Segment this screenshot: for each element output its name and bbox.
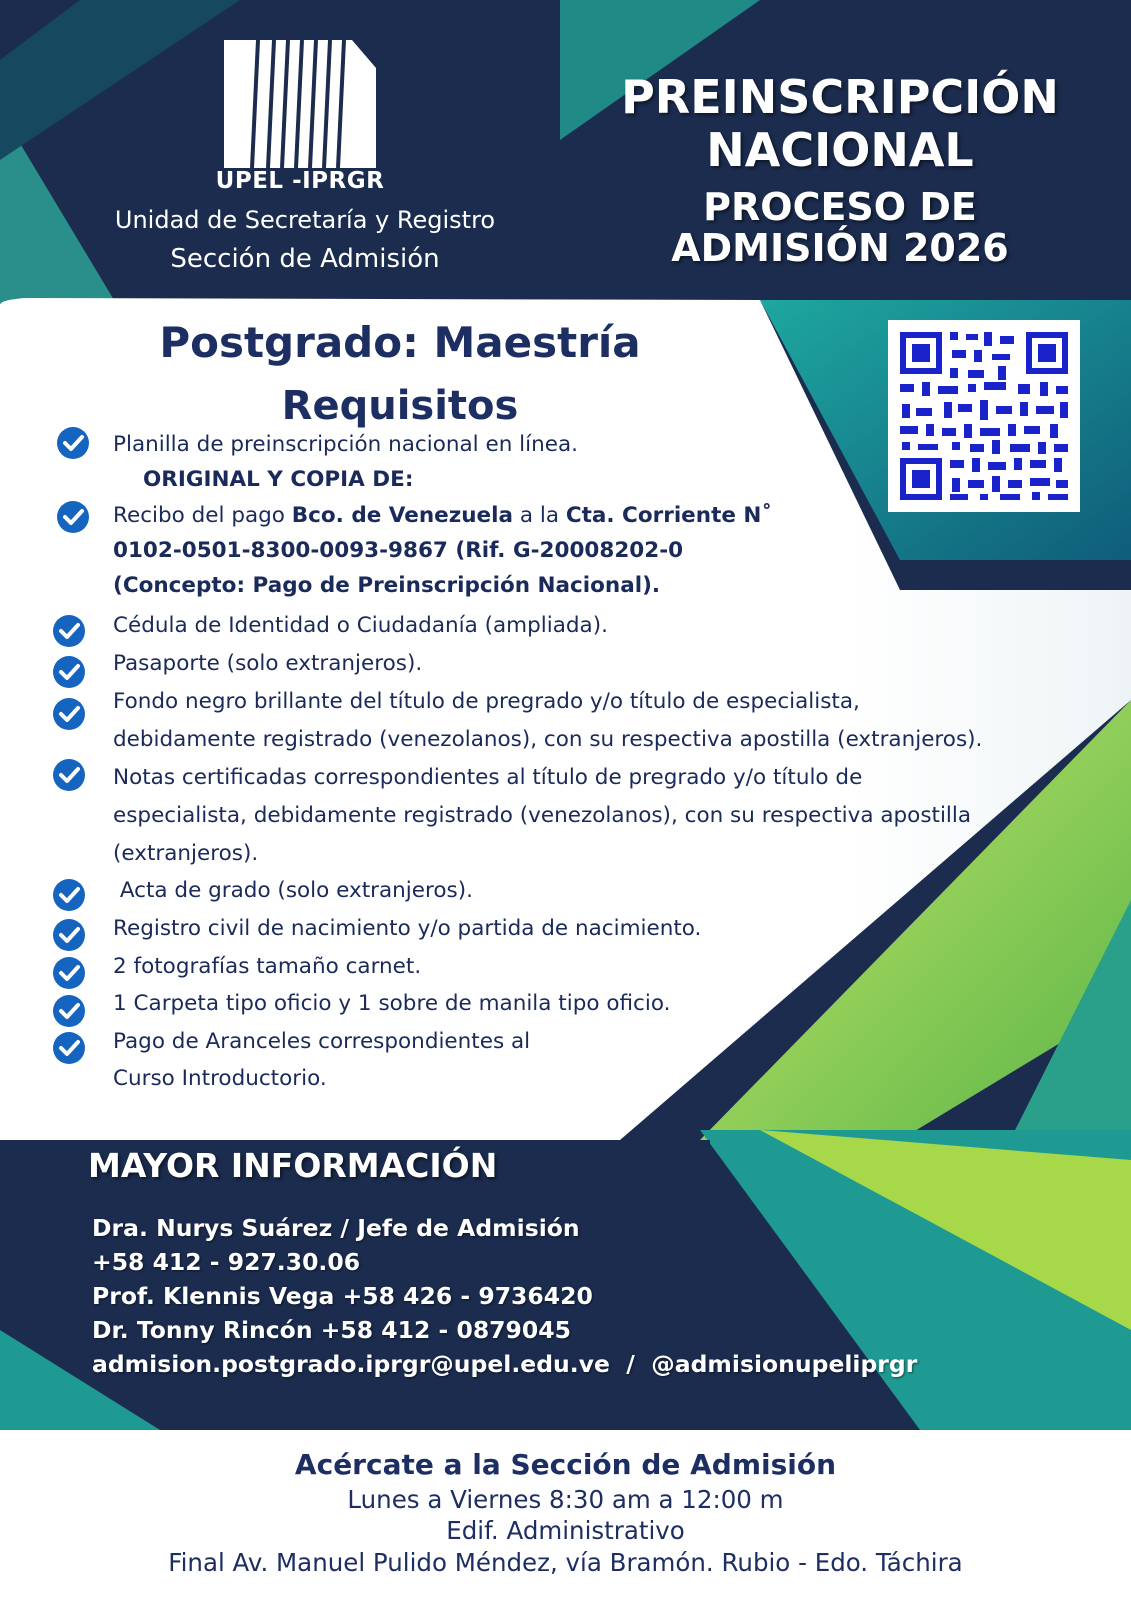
contact-line[interactable]: Dr. Tonny Rincón +58 412 - 0879045 xyxy=(92,1316,571,1344)
office-hours: Lunes a Viernes 8:30 am a 12:00 m xyxy=(347,1485,784,1514)
requirements-title: Requisitos xyxy=(281,383,519,429)
unit-name: Unidad de Secretaría y Registro xyxy=(114,206,496,234)
footer-title: Acércate a la Sección de Admisión xyxy=(294,1448,837,1481)
contact-line[interactable]: Prof. Klennis Vega +58 426 - 9736420 xyxy=(92,1282,593,1310)
requirement-item: 1 Carpeta tipo oficio y 1 sobre de manila tipo oficio. xyxy=(113,991,671,1016)
requirement-item: Cédula de Identidad o Ciudadanía (ampliada). xyxy=(113,613,608,638)
requirement-item: 2 fotografías tamaño carnet. xyxy=(113,954,422,979)
contact-email-social[interactable]: admision.postgrado.iprgr@upel.edu.ve / @admisionupeliprgr xyxy=(92,1350,918,1378)
check-circle-icon xyxy=(52,956,86,990)
requirement-item: Fondo negro brillante del título de pregrado y/o título de especialista, xyxy=(113,689,860,714)
requirement-item: Notas certificadas correspondientes al título de pregrado y/o título de xyxy=(113,765,863,790)
requirement-item-cont: (extranjeros). xyxy=(113,841,259,866)
office-building: Edif. Administrativo xyxy=(446,1516,685,1545)
subtitle-line1: PROCESO DE xyxy=(703,185,977,229)
program-title: Postgrado: Maestría xyxy=(159,318,641,367)
qr-code[interactable] xyxy=(888,320,1080,512)
original-copy-label: ORIGINAL Y COPIA DE: xyxy=(143,467,414,492)
office-address: Final Av. Manuel Pulido Méndez, vía Bramón. Rubio - Edo. Táchira xyxy=(168,1548,963,1577)
account-label: Cta. Corriente N˚ xyxy=(565,503,773,528)
requirement-item: Pasaporte (solo extranjeros). xyxy=(113,651,423,676)
requirement-item: Acta de grado (solo extranjeros). xyxy=(113,878,473,903)
account-number: 0102-0501-8300-0093-9867 (Rif. G-20008202-0 xyxy=(113,538,684,563)
upel-logo xyxy=(224,40,376,168)
check-circle-icon xyxy=(52,655,86,689)
subtitle-line2: ADMISIÓN 2026 xyxy=(671,226,1009,270)
requirement-item: Pago de Aranceles correspondientes al xyxy=(113,1029,531,1054)
check-circle-icon xyxy=(52,994,86,1028)
requirement-item: Planilla de preinscripción nacional en línea. xyxy=(113,432,578,457)
check-circle-icon xyxy=(52,758,86,792)
contact-line: Dra. Nurys Suárez / Jefe de Admisión xyxy=(92,1214,580,1242)
check-circle-icon xyxy=(56,500,90,534)
check-circle-icon xyxy=(52,697,86,731)
check-circle-icon xyxy=(52,878,86,912)
requirement-item-cont: debidamente registrado (venezolanos), con su respectiva apostilla (extranjeros). xyxy=(113,727,983,752)
check-circle-icon xyxy=(52,1031,86,1065)
payment-concept: (Concepto: Pago de Preinscripción Nacional). xyxy=(113,573,661,598)
item-text: Recibo del pago xyxy=(113,503,292,528)
requirement-item: Registro civil de nacimiento y/o partida de nacimiento. xyxy=(113,916,702,941)
item-text: a la xyxy=(513,503,566,528)
contact-phone[interactable]: +58 412 - 927.30.06 xyxy=(92,1248,361,1276)
requirement-item xyxy=(113,497,772,535)
check-circle-icon xyxy=(56,426,90,460)
title-line1: PREINSCRIPCIÓN xyxy=(621,70,1059,124)
title-line2: NACIONAL xyxy=(706,123,974,177)
bank-name: Bco. de Venezuela xyxy=(291,503,514,528)
info-title: MAYOR INFORMACIÓN xyxy=(88,1146,498,1185)
check-circle-icon xyxy=(52,918,86,952)
logo-text: UPEL -IPRGR xyxy=(215,168,385,194)
check-circle-icon xyxy=(52,614,86,648)
requirement-item-cont: especialista, debidamente registrado (venezolanos), con su respectiva apostilla xyxy=(113,803,972,828)
section-name: Sección de Admisión xyxy=(170,244,440,274)
requirement-item-cont: Curso Introductorio. xyxy=(113,1066,327,1091)
